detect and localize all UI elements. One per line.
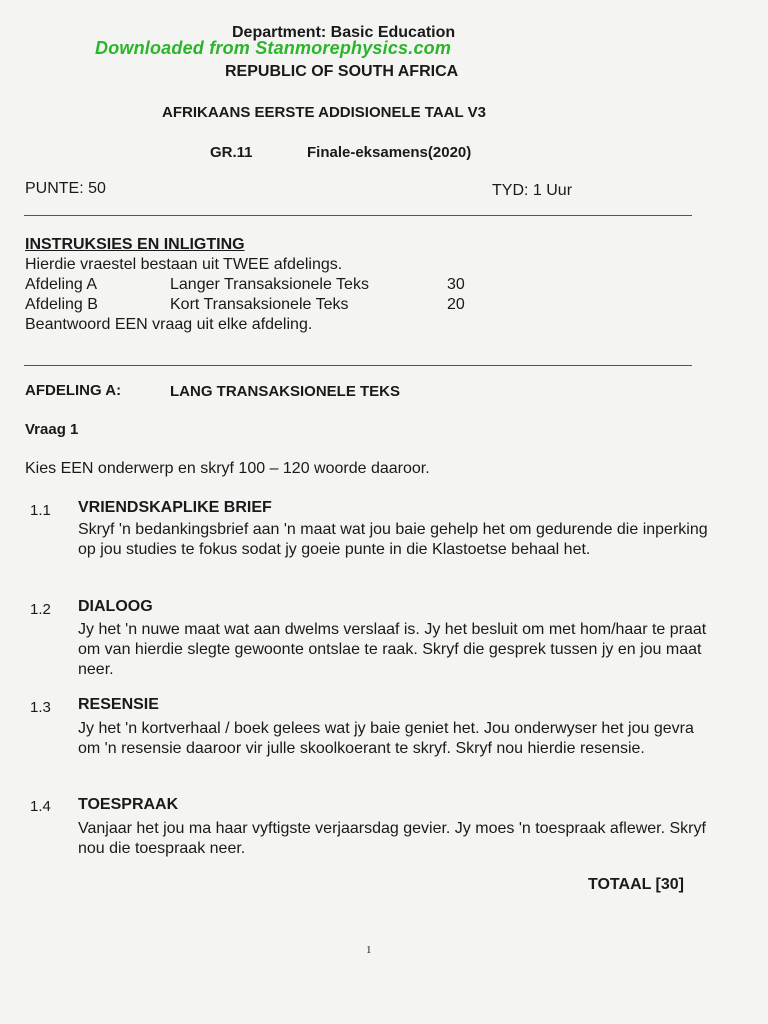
section-b-label: Afdeling B [25, 296, 98, 313]
item-number: 1.2 [30, 601, 51, 618]
item-title: DIALOOG [78, 598, 153, 615]
department-title: Department: Basic Education [232, 24, 456, 41]
instructions-intro: Hierdie vraestel bestaan uit TWEE afdelings. [25, 256, 343, 273]
item-body: Jy het 'n kortverhaal / boek gelees wat jy baie geniet het. Jou onderwyser het jou gevra om 'n resensie daaroor vir julle skoolkoerant te skryf. Skryf nou hierdie resensie. [78, 720, 694, 757]
item-body: Jy het 'n nuwe maat wat aan dwelms verslaaf is. Jy het besluit om met hom/haar te praat om van hierdie slegte gewoonte ontslae te raak. Skryf die gesprek tussen jy en jou maat neer. [78, 621, 707, 678]
item-number: 1.4 [30, 798, 51, 815]
section-b-name: Kort Transaksionele Teks [170, 296, 349, 313]
section-heading: AFDELING A: [25, 382, 122, 399]
divider-top [24, 215, 692, 216]
time-label: TYD: 1 Uur [492, 182, 573, 199]
question-label: Vraag 1 [25, 421, 79, 438]
page-number: 1 [366, 944, 372, 956]
marks-label: PUNTE: 50 [25, 180, 106, 197]
republic-title: REPUBLIC OF SOUTH AFRICA [225, 63, 459, 80]
item-title: TOESPRAAK [78, 796, 179, 813]
item-title: RESENSIE [78, 696, 159, 713]
question-instruction: Kies EEN onderwerp en skryf 100 – 120 woorde daaroor. [25, 460, 430, 477]
exam-label: Finale-eksamens(2020) [307, 144, 472, 161]
item-number: 1.1 [30, 502, 51, 519]
section-a-label: Afdeling A [25, 276, 98, 293]
item-number: 1.3 [30, 699, 51, 716]
section-title: LANG TRANSAKSIONELE TEKS [170, 383, 401, 400]
section-a-marks: 30 [447, 276, 465, 293]
item-body: Skryf 'n bedankingsbrief aan 'n maat wat jou baie gehelp het om gedurende die inperking op jou studies te fokus sodat jy goeie punte in die Klastoetse behaal het. [78, 521, 708, 558]
instructions-title: INSTRUKSIES EN INLIGTING [25, 236, 245, 253]
divider-middle [24, 365, 692, 366]
answer-instruction: Beantwoord EEN vraag uit elke afdeling. [25, 316, 313, 333]
item-title: VRIENDSKAPLIKE BRIEF [78, 499, 272, 516]
section-b-marks: 20 [447, 296, 465, 313]
grade-label: GR.11 [210, 144, 253, 161]
section-a-name: Langer Transaksionele Teks [170, 276, 369, 293]
total-marks: TOTAAL [30] [588, 876, 685, 893]
watermark: Downloaded from Stanmorephysics.com [95, 38, 452, 58]
subject-title: AFRIKAANS EERSTE ADDISIONELE TAAL V3 [162, 104, 486, 121]
item-body: Vanjaar het jou ma haar vyftigste verjaarsdag gevier. Jy moes 'n toespraak aflewer. Skryf nou die toespraak neer. [78, 820, 706, 857]
